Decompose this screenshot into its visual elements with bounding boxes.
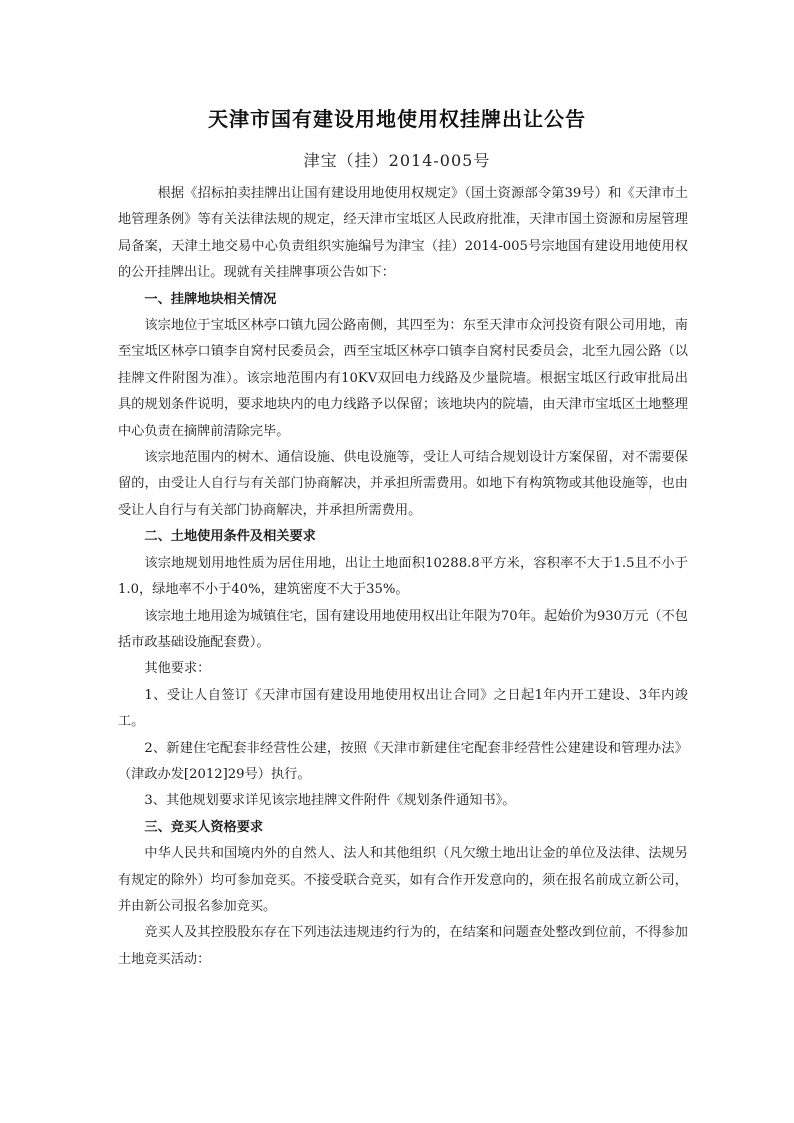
section-heading: 二、土地使用条件及相关要求 xyxy=(144,529,316,545)
list-item: 2、新建住宅配套非经营性公建，按照《天津市新建住宅配套非经营性公建建设和管理办法》（津政办发[2012]29号）执行。 xyxy=(118,740,688,782)
paragraph: 该宗地范围内的树木、通信设施、供电设施等，受让人可结合规划设计方案保留，对不需要保留的，由受让人自行与有关部门协商解决，并承担所需费用。如地下有构筑物或其他设施等，也由受让人自行与有关部门协商解决，并承担所需费用。 xyxy=(118,450,688,518)
paragraph: 中华人民共和国境内外的自然人、法人和其他组织（凡欠缴土地出让金的单位及法律、法规另有规定的除外）均可参加竞买。不接受联合竞买，如有合作开发意向的，须在报名前成立新公司，并由新公司报名参加竞买。 xyxy=(118,846,688,914)
paragraph: 该宗地规划用地性质为居住用地，出让土地面积10288.8平方米，容积率不大于1.5且不小于1.0，绿地率不小于40%，建筑密度不大于35%。 xyxy=(118,555,688,598)
paragraph: 该宗地土地用途为城镇住宅，国有建设用地使用权出让年限为70年。起始价为930万元（不包括市政基础设施配套费）。 xyxy=(118,608,688,650)
document-title: 天津市国有建设用地使用权挂牌出让公告 xyxy=(208,107,586,131)
list-item: 3、其他规划要求详见该宗地挂牌文件附件《规划条件通知书》。 xyxy=(144,793,516,809)
paragraph: 该宗地位于宝坻区林亭口镇九园公路南侧，其四至为：东至天津市众河投资有限公司用地，南至宝坻区林亭口镇李自窝村民委员会，西至宝坻区林亭口镇李自窝村民委员会，北至九园公路（以挂牌文件附图为准）。该宗地范围内有10KV双回电力线路及少量院墙。根据宝坻区行政审批局出具的规划条件说明，要求地块内的电力线路予以保留；该地块内的院墙，由天津市宝坻区土地整理中心负责在摘牌前清除完毕。 xyxy=(118,318,688,439)
list-item: 1、受让人自签订《天津市国有建设用地使用权出让合同》之日起1年内开工建设、3年内竣工。 xyxy=(118,687,688,730)
document-number: 津宝（挂）2014-005号 xyxy=(303,151,491,170)
paragraph: 竞买人及其控股股东存在下列违法违规违约行为的，在结案和问题查处整改到位前，不得参加土地竞买活动： xyxy=(118,925,688,967)
intro-paragraph: 根据《招标拍卖挂牌出让国有建设用地使用权规定》（国土资源部令第39号）和《天津市土地管理条例》等有关法律法规的规定，经天津市宝坻区人民政府批准，天津市国土资源和房屋管理局备案，天津土地交易中心负责组织实施编号为津宝（挂）2014-005号宗地国有建设用地使用权的公开挂牌出让。现就有关挂牌事项公告如下： xyxy=(118,186,688,281)
paragraph: 其他要求： xyxy=(144,661,211,677)
document-body xyxy=(118,181,688,973)
section-heading: 一、挂牌地块相关情况 xyxy=(144,291,277,307)
section-heading: 三、竞买人资格要求 xyxy=(144,819,264,835)
